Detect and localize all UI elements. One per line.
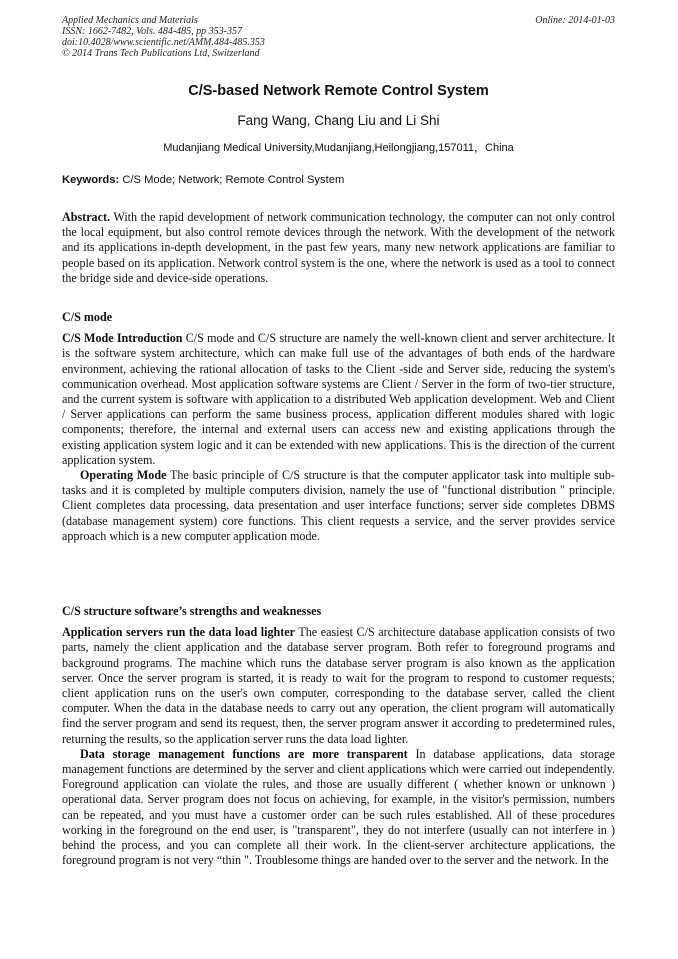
paragraph-text: In database applications, data storage management functions are determined by the server and client applications which were carried out independently. Foreground application can violate the rules, and those are usually different ( whether known or unknown ) operational data. Server program does not focus on achieving, for example, in the visitor's permission, numbers can be repeated, and you must have a customer order can be such rules established. All of these procedures working in the foreground on the end user, is "transparent", they do not interfere (usually can not interfere in ) behind the process, and you can complete all their work. In the client-server architecture applications, the foreground program is not very “thin ". Troublesome things are handed over to the server and the network. In the [62, 746, 616, 868]
paragraph-text: The easiest C/S architecture database application consists of two parts, namely the client application and the database server program. Both refer to foreground programs and background programs. The machine which runs the database server program is also known as the application server. Once the server program is started, it is ready to wait for the program to respond to customer requests; client application runs on the user's own computer, corresponding to the database server, called the client computer. When the data in the database needs to carry out any operation, the client program will automatically find the server program and send its request, then, the server program answer it according to predetermined rules, returning the results, so the application server runs the data load lighter. [62, 625, 615, 746]
abstract-label: Abstract. [62, 210, 111, 224]
section-heading: C/S mode [62, 310, 113, 324]
paragraph [62, 468, 615, 544]
journal-header [62, 15, 615, 59]
paragraph-label: Data storage management functions are more transparent [80, 746, 408, 761]
paragraph [62, 747, 615, 869]
abstract [62, 210, 615, 286]
paragraph-label: C/S Mode Introduction [62, 331, 183, 346]
issn-line: ISSN: 1662-7482, Vols. 484-485, pp 353-357 [62, 26, 242, 37]
journal-name: Applied Mechanics and Materials [62, 15, 198, 26]
section-strengths-weaknesses [62, 604, 615, 868]
authors: Fang Wang, Chang Liu and Li Shi [237, 113, 440, 128]
doi-line: doi:10.4028/www.scientific.net/AMM.484-485.353 [62, 37, 265, 48]
paper-title: C/S-based Network Remote Control System [188, 83, 489, 99]
affiliation: Mudanjiang Medical University,Mudanjiang,Heilongjiang,157011，China [163, 142, 514, 154]
paragraph-label: Operating Mode [80, 468, 167, 483]
paragraph-text: The basic principle of C/S structure is that the computer applicator task into multiple sub-tasks and it is completed by multiple computers division, namely the use of "functional distribution " principle. Client completes data processing, data presentation and user interface functions; server side completes DBMS (database management system) core functions. This client requests a service, and the server provides service approach which is a new computer application mode. [62, 468, 615, 543]
online-date: Online: 2014-01-03 [535, 15, 615, 26]
paragraph-text: C/S mode and C/S structure are namely the well-known client and server architecture. It is the software system architecture, which can make full use of the advantages of both ends of the hardware environment, achieving the rational allocation of tasks to the Client -side and Server side, reducing the system's communication overhead. Most application software systems are Client / Server in the form of two-tier structure, and the current system is software with application to a distributed Web application development. Web and Client / Server applications can perform the same business process, application different modules shared with logic components; therefore, the internal and external users can access new and existing applications through the existing application system logic and it can be extended with new applications. This is the direction of the current application system. [62, 331, 616, 467]
section-cs-mode [62, 310, 615, 544]
paragraph-label: Application servers run the data load lighter [62, 625, 296, 640]
keywords [62, 174, 615, 186]
copyright-line: © 2014 Trans Tech Publications Ltd, Switzerland [62, 48, 260, 59]
paragraph [62, 331, 615, 468]
abstract-text: With the rapid development of network communication technology, the computer can not only control the local equipment, but also control remote devices through the network. With the development of the network and its applications in-depth development, in the past few years, many new network applications are familiar to people based on its application. Network control system is the one, where the network is used as a tool to connect the bridge side and device-side operations. [62, 210, 615, 285]
keywords-text: C/S Mode; Network; Remote Control System [122, 174, 345, 186]
paragraph [62, 625, 615, 747]
section-heading: C/S structure software’s strengths and weaknesses [62, 604, 322, 618]
keywords-label: Keywords: [62, 174, 120, 186]
